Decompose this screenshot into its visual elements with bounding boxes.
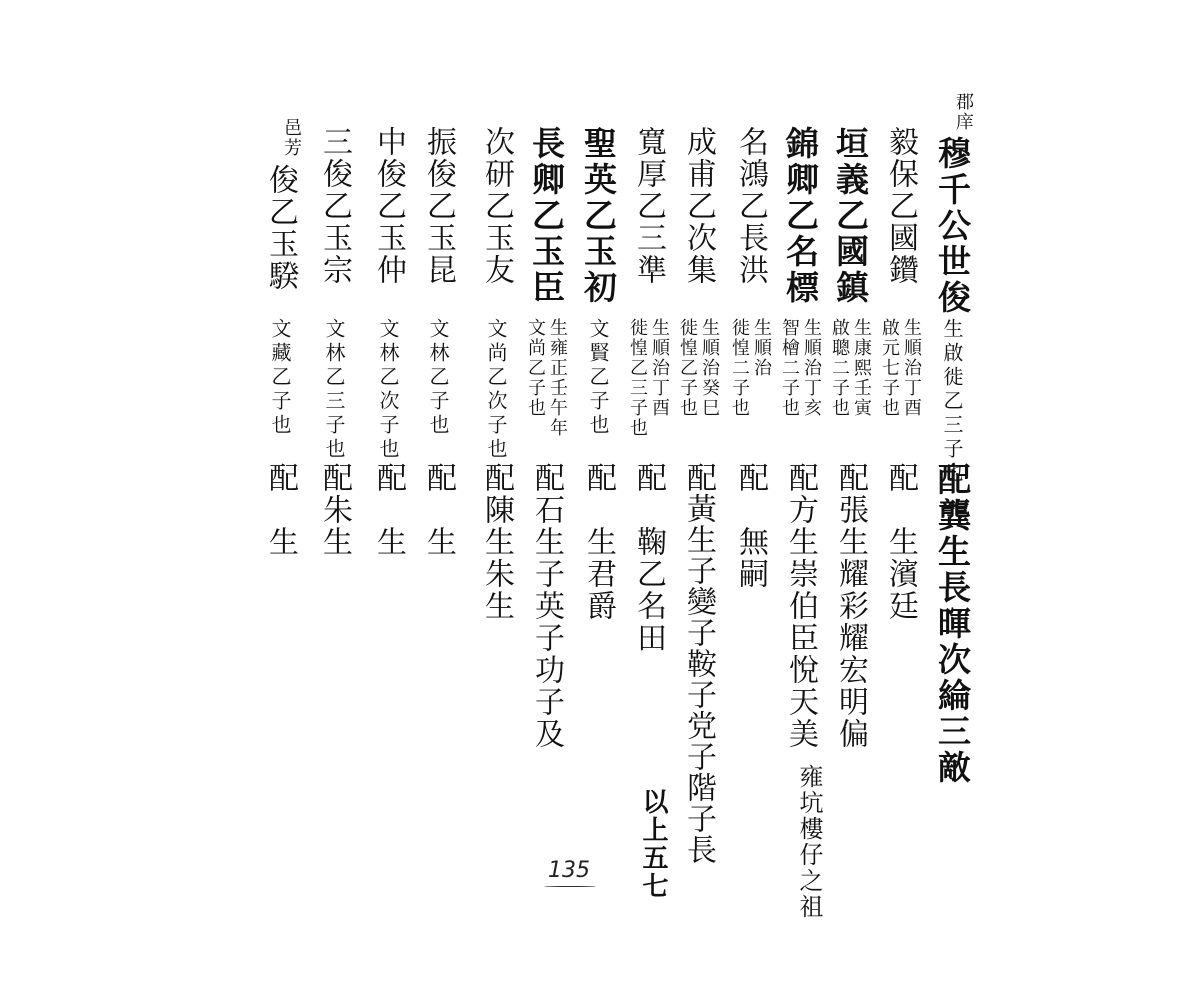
entry-spouse-children: 配龔生長暉次綸三敵 — [933, 462, 972, 786]
entry-note — [878, 318, 922, 418]
entry-heading-prefix: 郡庠 — [953, 92, 974, 132]
entry-name: 寬厚乙三準 — [631, 126, 666, 286]
entry-note-left: 生啟徙乙三子也 — [940, 318, 964, 486]
page-number: 135 — [548, 858, 590, 883]
entry-note-left: 徙惶乙子也 — [677, 318, 698, 418]
entry-spouse-children: 配 無嗣 — [733, 462, 768, 590]
entry-note — [626, 318, 670, 438]
entry-note-left: 智檜二子也 — [779, 318, 800, 418]
entry-note-right: 生順治癸巳 — [699, 318, 720, 418]
entry-note — [474, 318, 518, 462]
entry-name: 長卿乙玉臣 — [527, 126, 566, 306]
entry-spouse-children: 配 鞠乙名田 — [631, 462, 666, 654]
section-annotation: 以上五七 — [638, 788, 668, 900]
entry-name: 垣義乙國鎮 — [831, 126, 870, 306]
entry-spouse-children: 配 生君爵 — [581, 462, 616, 622]
entry-name: 次研乙玉友 — [479, 126, 514, 286]
entry-name: 俊乙玉騤 — [263, 164, 298, 292]
entry-name: 毅保乙國鑽 — [883, 126, 918, 286]
entry-spouse-children: 配 生 — [421, 462, 456, 558]
entry-note-left: 文尚乙次子也 — [484, 318, 508, 462]
entry-note-right: 生雍正壬午年 — [547, 318, 568, 438]
entry-note — [728, 318, 772, 418]
entry-note-right: 生康熙壬寅 — [851, 318, 872, 418]
entry-name: 穆千公世俊 — [933, 136, 972, 316]
entry-spouse-children: 配張生耀彩耀宏明偏 — [833, 462, 868, 750]
lineage-annotation: 雍坑樓仔之祖 — [795, 764, 823, 920]
entry-spouse-children: 配 生濱廷 — [883, 462, 918, 622]
entry-note — [258, 318, 302, 438]
entry-note-left: 文藏乙子也 — [268, 318, 292, 438]
entry-note-left: 文賢乙子也 — [586, 318, 610, 438]
entry-name: 振俊乙玉昆 — [421, 126, 456, 286]
entry-note-right: 生順治丁酉 — [649, 318, 670, 418]
entry-name: 中俊乙玉仲 — [371, 126, 406, 286]
entry-note — [778, 318, 822, 418]
entry-spouse-children: 配黃生子變子鞍子党子階子長 — [681, 462, 716, 865]
entry-spouse-children: 配石生子英子功子及 — [529, 462, 564, 750]
entry-note-right: 生順治 — [751, 318, 772, 378]
entry-note — [576, 318, 620, 438]
entry-note — [524, 318, 568, 438]
entry-note-left: 徙惶二子也 — [729, 318, 750, 418]
entry-spouse-children: 配 生 — [371, 462, 406, 558]
entry-note-right: 生順治丁亥 — [801, 318, 822, 418]
entry-spouse-children: 配朱生 — [317, 462, 352, 558]
entry-name: 名鴻乙長洪 — [733, 126, 768, 286]
entry-note — [366, 318, 410, 462]
entry-spouse-children: 配 生 — [263, 462, 298, 558]
entry-heading-prefix: 邑芳 — [281, 118, 302, 158]
entry-note — [312, 318, 356, 462]
entry-note-left: 文林乙子也 — [426, 318, 450, 438]
entry-note — [930, 318, 974, 486]
entry-note — [416, 318, 460, 438]
entry-note-right: 生順治丁酉 — [901, 318, 922, 418]
entry-spouse-children: 配陳生朱生 — [479, 462, 514, 622]
entry-note-left: 啟聰二子也 — [829, 318, 850, 418]
entry-name: 三俊乙玉宗 — [317, 126, 352, 286]
entry-note-left: 啟元七子也 — [879, 318, 900, 418]
entry-name: 成甫乙次集 — [681, 126, 716, 286]
entry-note — [828, 318, 872, 418]
entry-note-left: 文林乙三子也 — [322, 318, 346, 462]
entry-note-left: 文尚乙子也 — [525, 318, 546, 418]
entry-spouse-children: 配方生崇伯臣悅天美 — [783, 462, 818, 750]
entry-name: 錦卿乙名標 — [781, 126, 820, 306]
entry-name: 聖英乙玉初 — [579, 126, 618, 306]
entry-note-left: 文林乙次子也 — [376, 318, 400, 462]
entry-note-left: 徙惶乙三子也 — [627, 318, 648, 438]
entry-note — [676, 318, 720, 418]
